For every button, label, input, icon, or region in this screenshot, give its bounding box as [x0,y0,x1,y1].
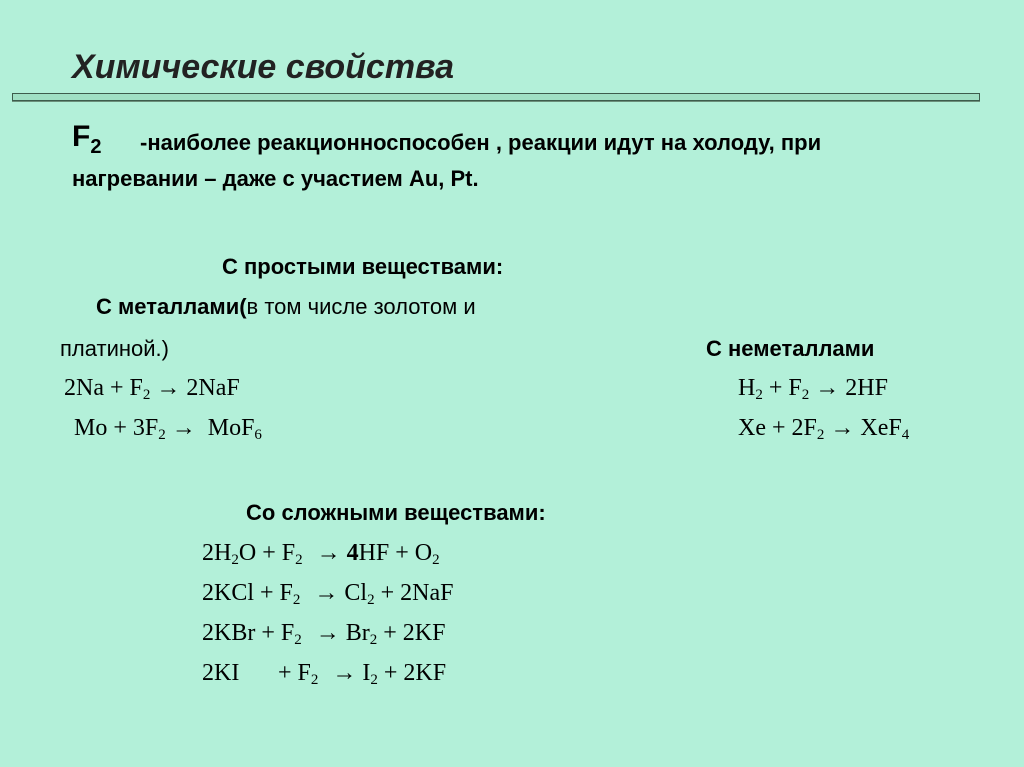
intro-line-1: -наиболее реакционноспособен , реакции идут на холоду, при [140,130,822,155]
slide-title: Химические свойства [72,48,455,86]
equation-xe [738,415,909,444]
symbol-letter: F [72,120,91,153]
eq-part: I [362,660,371,686]
eq-part: + F [278,660,311,686]
equation-ki [202,660,446,689]
arrow-icon: → [156,375,181,401]
eq-part: + F [762,375,802,401]
eq-part: + F [109,375,143,401]
eq-part: 2HF [845,375,888,401]
eq-subscript: 2 [294,632,302,648]
eq-coefficient: 4 [346,540,359,566]
arrow-icon: → [830,415,855,441]
eq-subscript: 2 [231,552,239,568]
eq-part: + 2KF [377,620,446,646]
eq-part: 2F [791,415,817,441]
eq-subscript: 2 [432,552,440,568]
equation-na [64,375,240,404]
eq-part: Xe + [738,415,792,441]
eq-subscript: 2 [295,552,303,568]
eq-part: 2NaF [186,375,240,401]
arrow-icon: → [171,415,196,441]
intro-line-2: нагревании – даже с участием Au, Pt. [72,166,479,191]
eq-subscript: 2 [801,387,810,403]
eq-subscript: 2 [816,427,825,443]
arrow-icon: → [314,580,339,606]
equation-kbr [202,620,445,649]
simple-substances-heading: С простыми веществами: [222,254,504,279]
eq-part: MoF [207,415,255,441]
eq-part: Br [345,620,370,646]
eq-part: + 2KF [377,660,447,686]
metals-note-2: платиной.) [60,336,169,361]
eq-part: HF + O [358,540,433,566]
arrow-icon: → [315,620,340,646]
eq-part: + 2NaF [374,580,454,606]
eq-subscript: 4 [901,427,910,443]
metals-heading-line [96,294,476,320]
eq-part: Cl [344,580,368,606]
complex-substances-heading: Со сложными веществами: [246,500,546,525]
eq-part: Mo [74,415,114,441]
arrow-icon: → [815,375,840,401]
arrow-icon: → [332,660,357,686]
eq-part: O [238,540,263,566]
eq-part: + F [262,540,296,566]
eq-subscript: 2 [369,632,378,648]
equation-water [202,540,440,569]
eq-part: 2KI [202,660,240,686]
eq-part: + F [261,620,295,646]
eq-subscript: 2 [158,427,166,443]
eq-subscript: 6 [254,427,262,443]
eq-part: 2KBr [202,620,262,646]
eq-part: 2Na [64,375,110,401]
eq-part: 2H [202,540,232,566]
eq-subscript: 2 [755,387,763,403]
metals-note-1: в том числе золотом и [246,294,476,319]
nonmetals-heading: С неметаллами [706,336,875,361]
equation-mo [74,415,262,444]
symbol-subscript: 2 [90,136,102,158]
equation-h2 [738,375,888,404]
eq-part: H [738,375,756,401]
eq-subscript: 2 [142,387,151,403]
fluorine-symbol [72,120,101,159]
eq-part: + F [260,580,293,606]
eq-subscript: 2 [310,672,319,688]
eq-subscript: 2 [292,592,301,608]
eq-subscript: 2 [370,672,378,688]
eq-subscript: 2 [367,592,375,608]
metals-heading: С металлами( [96,294,247,319]
eq-part: + 3F [113,415,159,441]
equation-kcl [202,580,453,609]
title-divider [12,93,980,101]
eq-part: 2KCl [202,580,261,606]
eq-part: XeF [860,415,902,441]
arrow-icon: → [316,540,341,566]
